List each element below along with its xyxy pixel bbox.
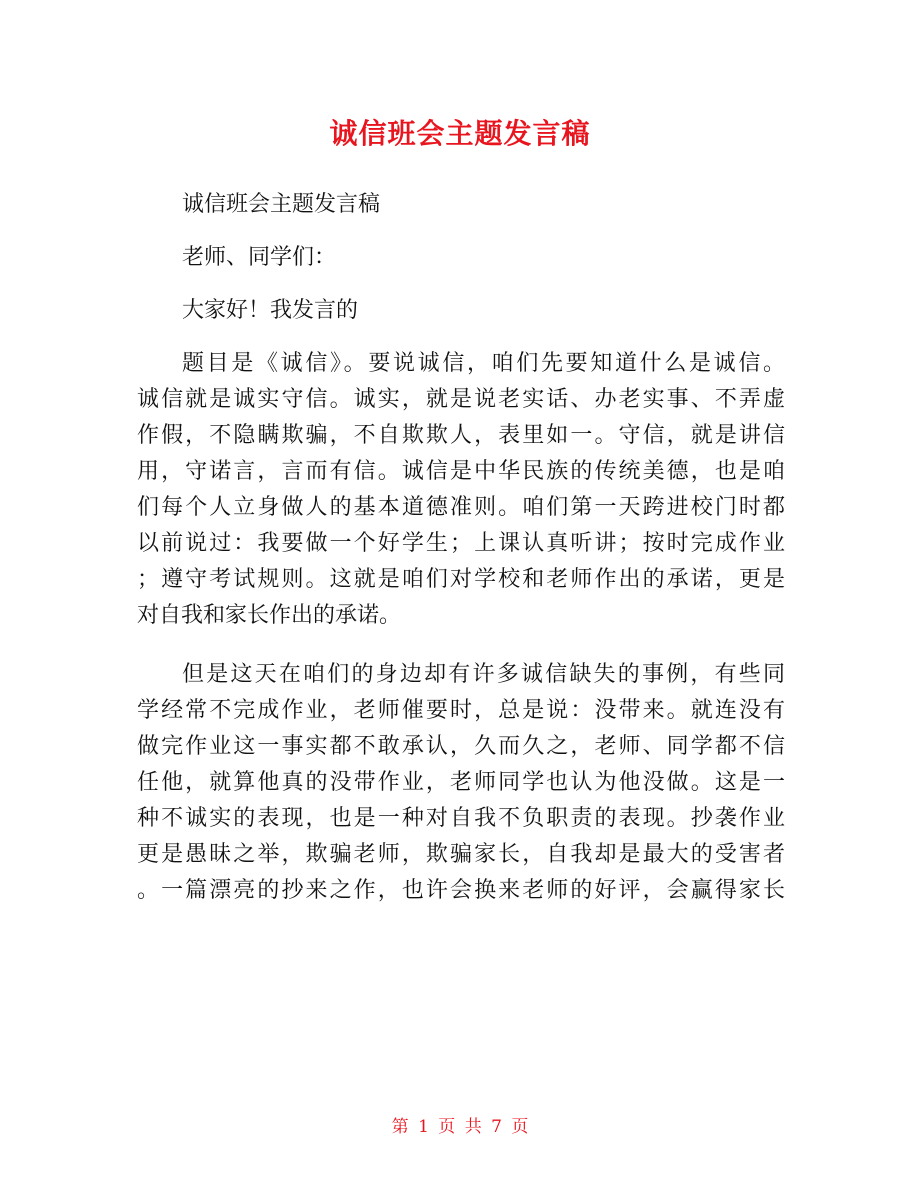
text-line: 。一篇漂亮的抄来之作，也许会换来老师的好评，会赢得家长 [137,878,785,903]
text-line: 对自我和家长作出的承诺。 [137,603,402,628]
document-body [137,187,785,909]
page-indicator: 第 1 页 共 7 页 [391,1117,529,1137]
text-line: 以前说过：我要做一个好学生；上课认真听讲；按时完成作业 [137,531,785,556]
text-line: 用，守诺言，言而有信。诚信是中华民族的传统美德，也是咱 [137,459,785,484]
text-line: 作假，不隐瞒欺骗，不自欺欺人，表里如一。守信，就是讲信 [137,423,785,448]
text-line: 诚信班会主题发言稿 [182,192,381,217]
text-line: 们每个人立身做人的基本道德准则。咱们第一天跨进校门时都 [137,495,785,520]
text-line: 更是愚昧之举，欺骗老师，欺骗家长，自我却是最大的受害者 [137,842,785,867]
text-line: 大家好！我发言的 [182,298,359,323]
text-line: ；遵守考试规则。这就是咱们对学校和老师作出的承诺，更是 [137,567,785,592]
text-line: 学经常不完成作业，老师催要时，总是说：没带来。就连没有 [137,698,785,723]
text-line: 但是这天在咱们的身边却有许多诚信缺失的事例，有些同 [182,662,785,687]
text-line: 任他，就算他真的没带作业，老师同学也认为他没做。这是一 [137,770,785,795]
text-line: 种不诚实的表现，也是一种对自我不负职责的表现。抄袭作业 [137,806,785,831]
text-line: 题目是《诚信》。要说诚信，咱们先要知道什么是诚信。 [182,351,785,376]
text-line: 诚信就是诚实守信。诚实，就是说老实话、办老实事、不弄虚 [137,387,785,412]
text-line: 做完作业这一事实都不敢承认，久而久之，老师、同学都不信 [137,734,785,759]
document-title: 诚信班会主题发言稿 [329,117,591,150]
text-line: 老师、同学们： [182,245,337,270]
